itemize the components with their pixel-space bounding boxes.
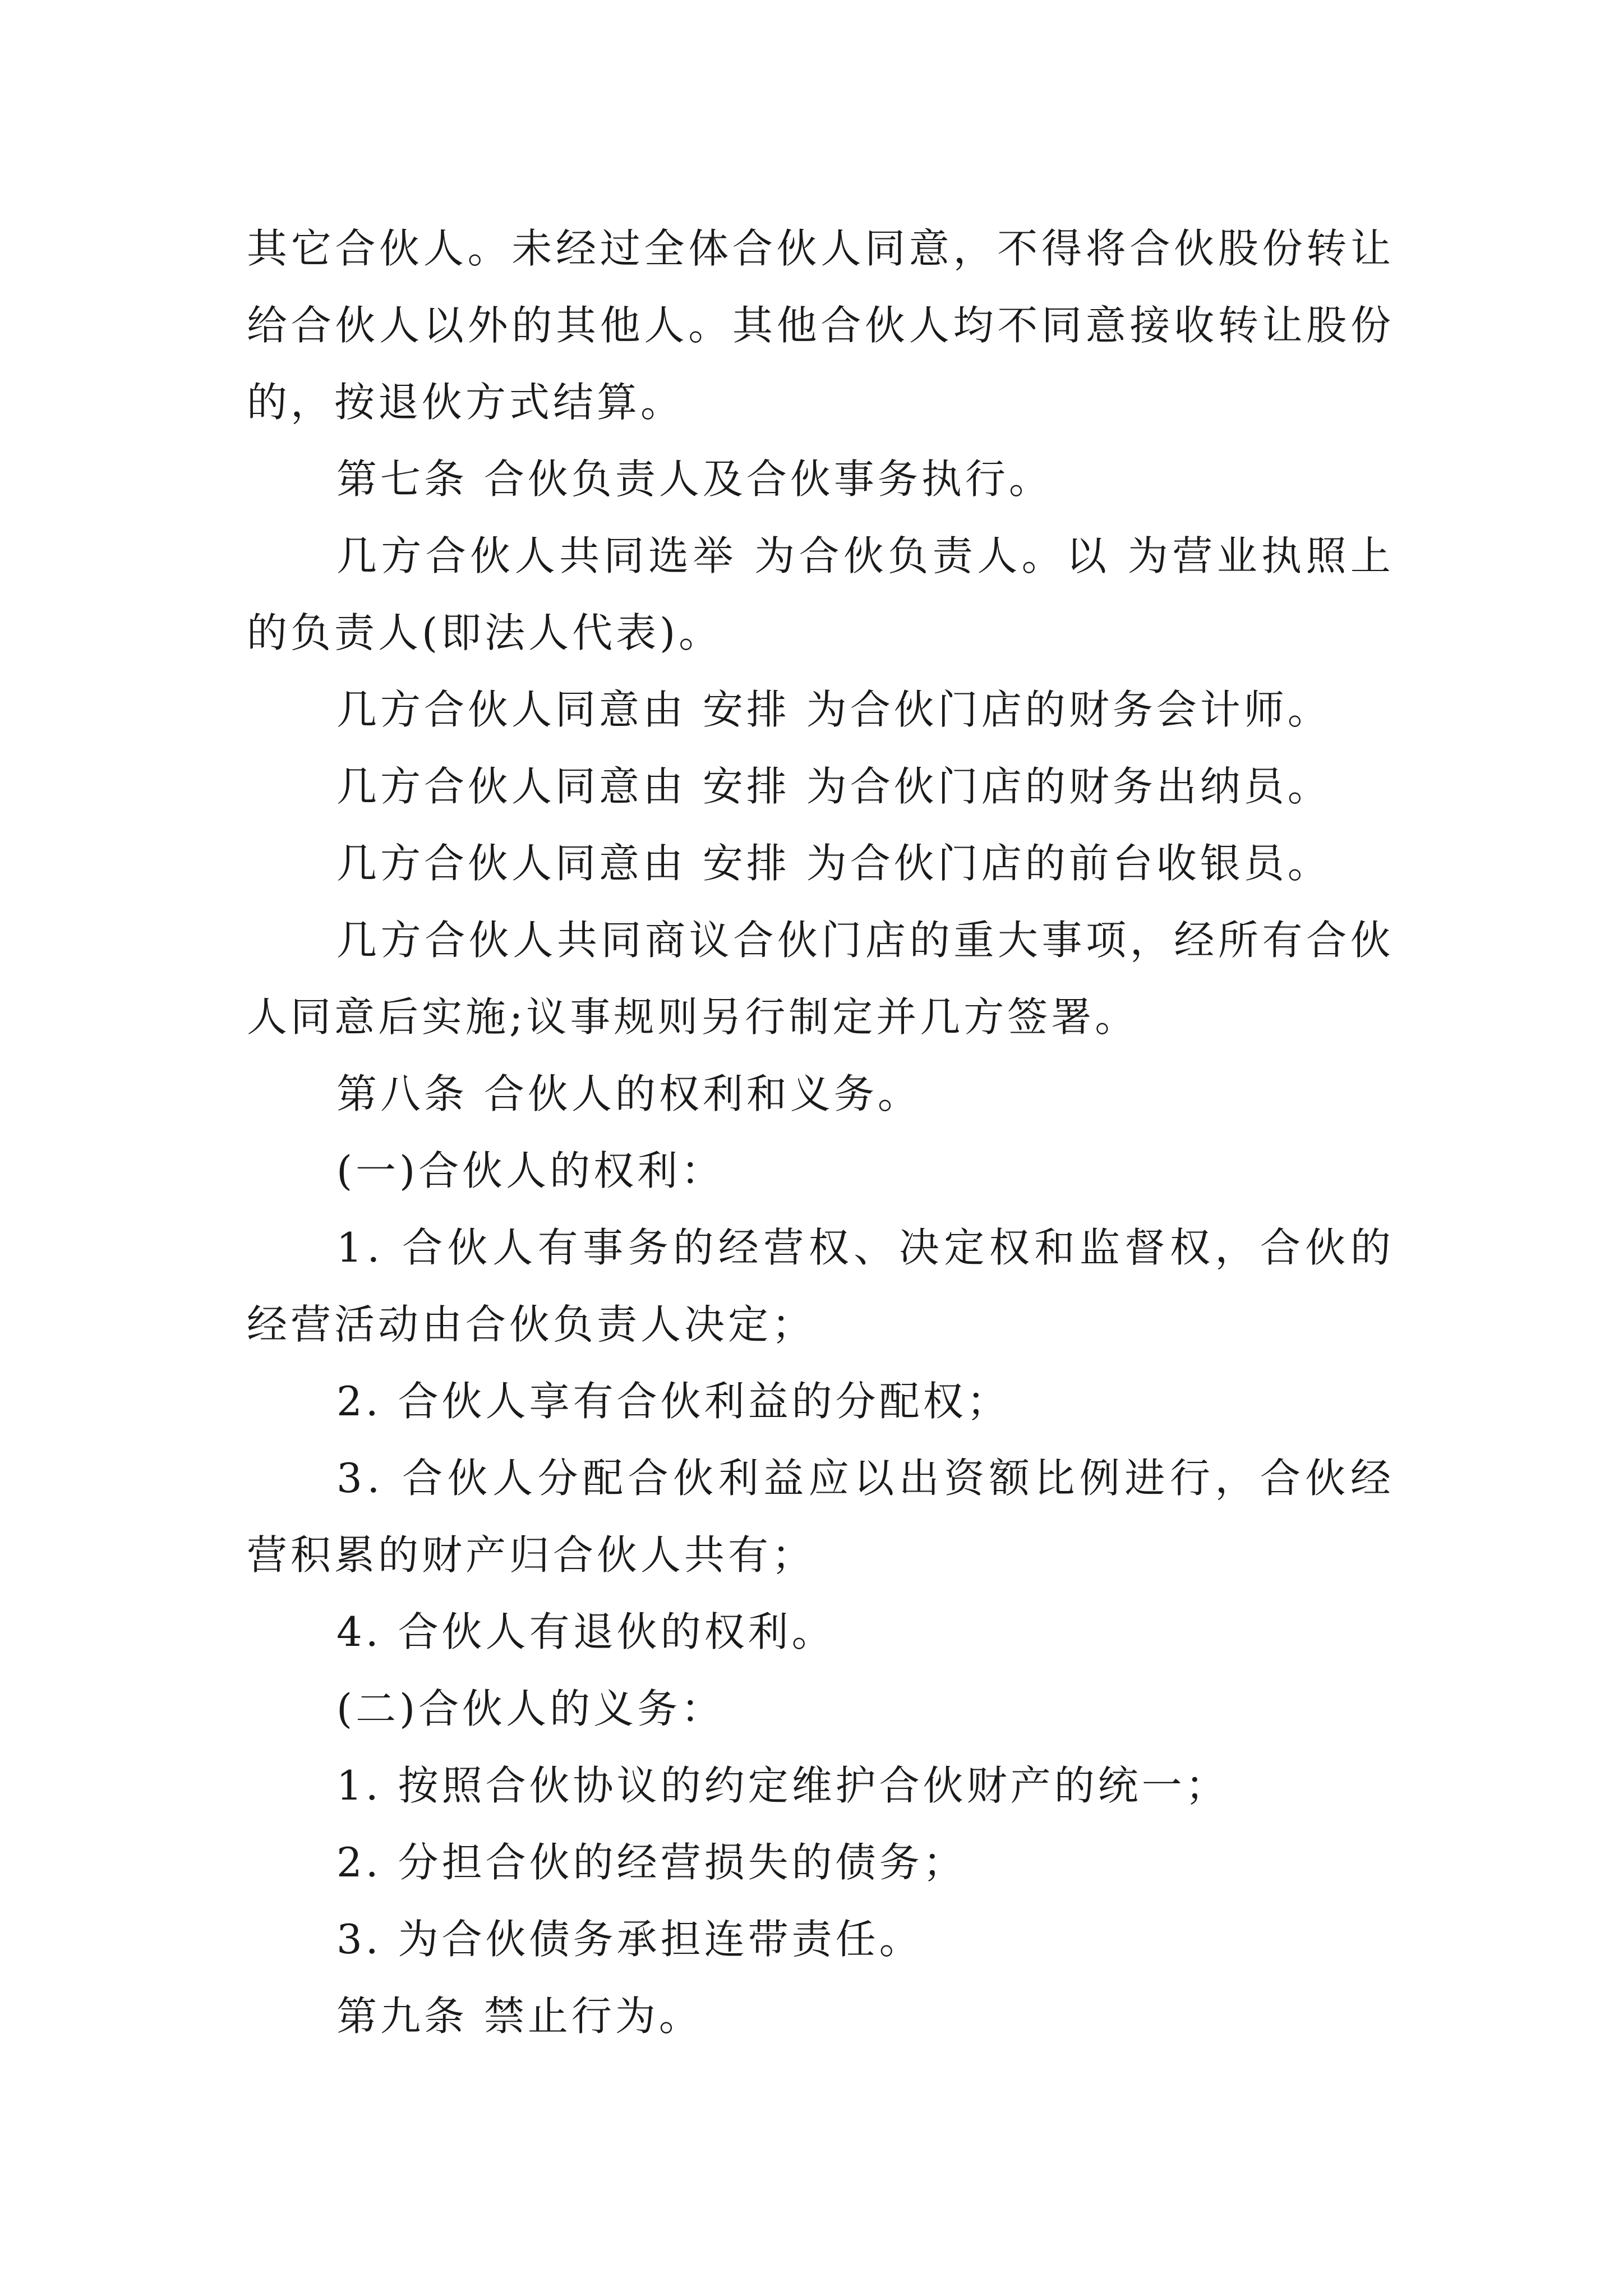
text-line: 几方合伙人同意由 安排 为合伙门店的前台收银员。 [336,840,1331,887]
text-line: 第八条 合伙人的权利和义务。 [336,1070,921,1117]
text-line: 几方合伙人同意由 安排 为合伙门店的财务出纳员。 [336,763,1331,810]
text-line: 第七条 合伙负责人及合伙事务执行。 [336,455,1053,503]
text-line: 2. 合伙人享有合伙利益的分配权； [336,1378,1011,1425]
text-line: 的，按退伙方式结算。 [247,379,685,426]
text-line: 其 它 合 伙 人 。 未 经 过 全 体 合 伙 人 同 意 ， 不 得 将 合 伙 股 份 转 让 [247,225,1391,272]
text-line: 3. 为合伙债务承担连带责任。 [336,1916,923,1963]
text-line: 给 合 伙 人 以 外 的 其 他 人 。 其 他 合 伙 人 均 不 同 意 接 收 转 让 股 份 [247,302,1391,349]
text-line: 1. 按照合伙协议的约定维护合伙财产的统一； [336,1762,1229,1809]
text-line: 的负责人(即法人代表)。 [247,609,723,656]
text-line: 经营活动由合伙负责人决定； [247,1301,816,1348]
text-line: 第九条 禁止行为。 [336,1993,703,2040]
text-line: 1 . 合 伙 人 有 事 务 的 经 营 权 、 决 定 权 和 监 督 权 ， 合 伙 的 [336,1224,1391,1271]
text-line: 4. 合伙人有退伙的权利。 [336,1608,836,1655]
text-line: 2. 分担合伙的经营损失的债务； [336,1839,967,1886]
document-page [247,210,1391,2055]
text-line: 3 . 合 伙 人 分 配 合 伙 利 益 应 以 出 资 额 比 例 进 行 ， 合 伙 经 [336,1455,1391,1502]
text-line: 几 方 合 伙 人 共 同 商 议 合 伙 门 店 的 重 大 事 项 ， 经 所 有 合 伙 [336,917,1391,964]
text-line: (一)合伙人的权利： [336,1147,725,1194]
text-line: 人同意后实施;议事规则另行制定并几方签署。 [247,993,1139,1041]
text-line: 营积累的财产归合伙人共有； [247,1531,816,1579]
text-line: 几 方 合 伙 人 共 同 选 举 为 合 伙 负 责 人 。 以 为 营 业 执 照 上 [336,532,1391,579]
text-line: 几方合伙人同意由 安排 为合伙门店的财务会计师。 [336,686,1331,733]
text-line: (二)合伙人的义务： [336,1685,725,1732]
